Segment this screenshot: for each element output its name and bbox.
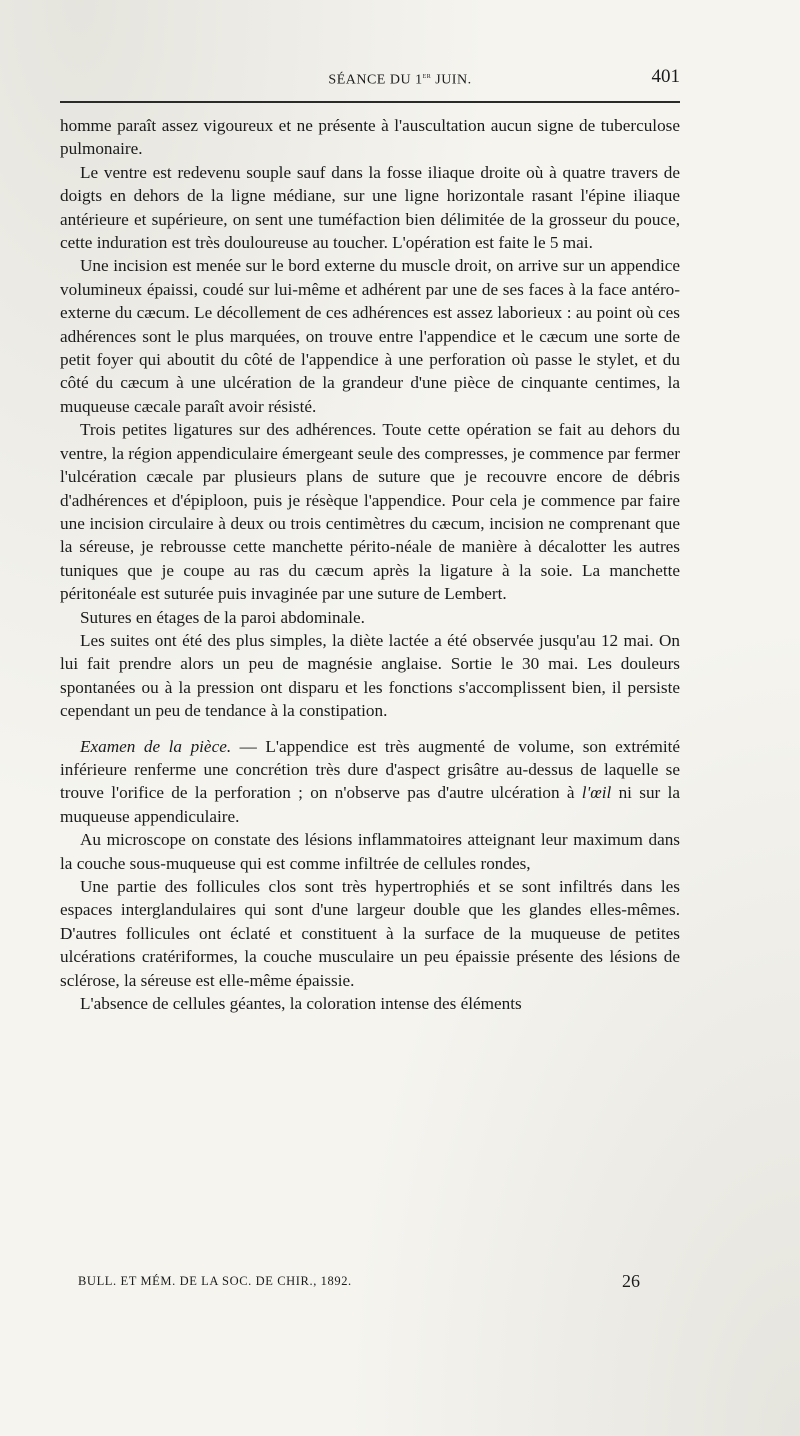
exam-text-2: ni sur la muqueuse appendiculaire. xyxy=(60,783,680,826)
page-header xyxy=(60,64,680,90)
paragraph-microscope: Au microscope on constate des lésions inflammatoires atteignant leur maximum dans la couche sous-muqueuse qui est comme infiltrée de cellules rondes, xyxy=(60,830,680,873)
paragraph-absence: L'absence de cellules géantes, la coloration intense des éléments xyxy=(80,994,522,1014)
page-footer xyxy=(60,1271,680,1295)
paragraph-exam xyxy=(60,735,680,829)
body-text xyxy=(60,114,680,1015)
running-title xyxy=(60,70,680,89)
paragraph-4: Trois petites ligatures sur des adhérences. Toute cette opération se fait au dehors du ventre, la région appendiculaire émergeant seule des compresses, je commence par fermer l'ulcération cæcale par plusieurs plans de suture que je recouvre encore de débris d'adhérences et d'épiploon, puis je résèque l'appendice. Pour cela je commence par faire une incision circulaire à deux ou trois centimètres du cæcum, incision ne comprenant que la séreuse, je rebrousse cette manchette périto-néale de manière à décalotter les autres tuniques que je coupe au ras du cæcum après la ligature à la soie. La manchette péritonéale est suturée puis invaginée par une suture de Lembert. xyxy=(60,420,680,604)
exam-italic: l'œil xyxy=(581,783,612,803)
paragraph-1: homme paraît assez vigoureux et ne présente à l'auscultation aucun signe de tuberculose pulmonaire. xyxy=(60,116,680,159)
exam-text-1: — L'appendice est très augmenté de volume, son extrémité inférieure renferme une concrétion très dure d'aspect grisâtre au-dessus de laquelle se trouve l'orifice de la perforation ; on n'observe pas d'autre ulcération à xyxy=(60,736,681,803)
exam-heading: Examen de la pièce. xyxy=(80,736,232,756)
paragraph-3: Une incision est menée sur le bord externe du muscle droit, on arrive sur un appendice volumineux épaissi, coudé sur lui-même et adhérent par une de ses faces à la face antéro-externe du cæcum. Le décollement de ces adhérences est assez laborieux : au point où ces adhérences sont le plus marquées, on trouve entre l'appendice et le cæcum une sorte de petit foyer qui aboutit du côté de l'appendice à une perforation où passe le stylet, et du côté du cæcum à une ulcération de la grandeur d'une pièce de cinquante centimes, la muqueuse cæcale paraît avoir résisté. xyxy=(60,256,680,416)
running-title-suffix: JUIN. xyxy=(431,72,472,88)
footer-citation: BULL. ET MÉM. DE LA SOC. DE CHIR., 1892. xyxy=(78,1274,352,1288)
page-number: 401 xyxy=(651,66,680,87)
paragraph-5: Sutures en étages de la paroi abdominale. xyxy=(80,607,365,627)
signature-mark: 26 xyxy=(622,1271,640,1291)
paragraph-6: Les suites ont été des plus simples, la diète lactée a été observée jusqu'au 12 mai. On lui fait prendre alors un peu de magnésie anglaise. Sortie le 30 mai. Les douleurs spontanées ou à la pression ont disparu et les fonctions s'accomplissent bien, il persiste cependant un peu de tendance à la constipation. xyxy=(60,630,680,721)
running-title-prefix: SÉANCE DU 1 xyxy=(328,72,423,88)
paragraph-follicules: Une partie des follicules clos sont très hypertrophiés et se sont infiltrés dans les espaces interglandulaires qui sont d'une largeur double que les glandes elles-mêmes. D'autres follicules ont éclaté et constituent à la surface de la muqueuse de petites ulcérations cratériformes, la couche musculaire un peu épaissie présente des lésions de sclérose, la séreuse est elle-même épaissie. xyxy=(60,877,680,990)
header-rule xyxy=(60,101,680,103)
paragraph-2: Le ventre est redevenu souple sauf dans la fosse iliaque droite où à quatre travers de doigts en dehors de la ligne médiane, sur une ligne horizontale rasant l'épine iliaque antérieure et supérieure, on sent une tuméfaction bien délimitée de la grosseur du pouce, cette induration est très douloureuse au toucher. L'opération est faite le 5 mai. xyxy=(60,162,680,253)
running-title-sup: er xyxy=(422,70,432,80)
